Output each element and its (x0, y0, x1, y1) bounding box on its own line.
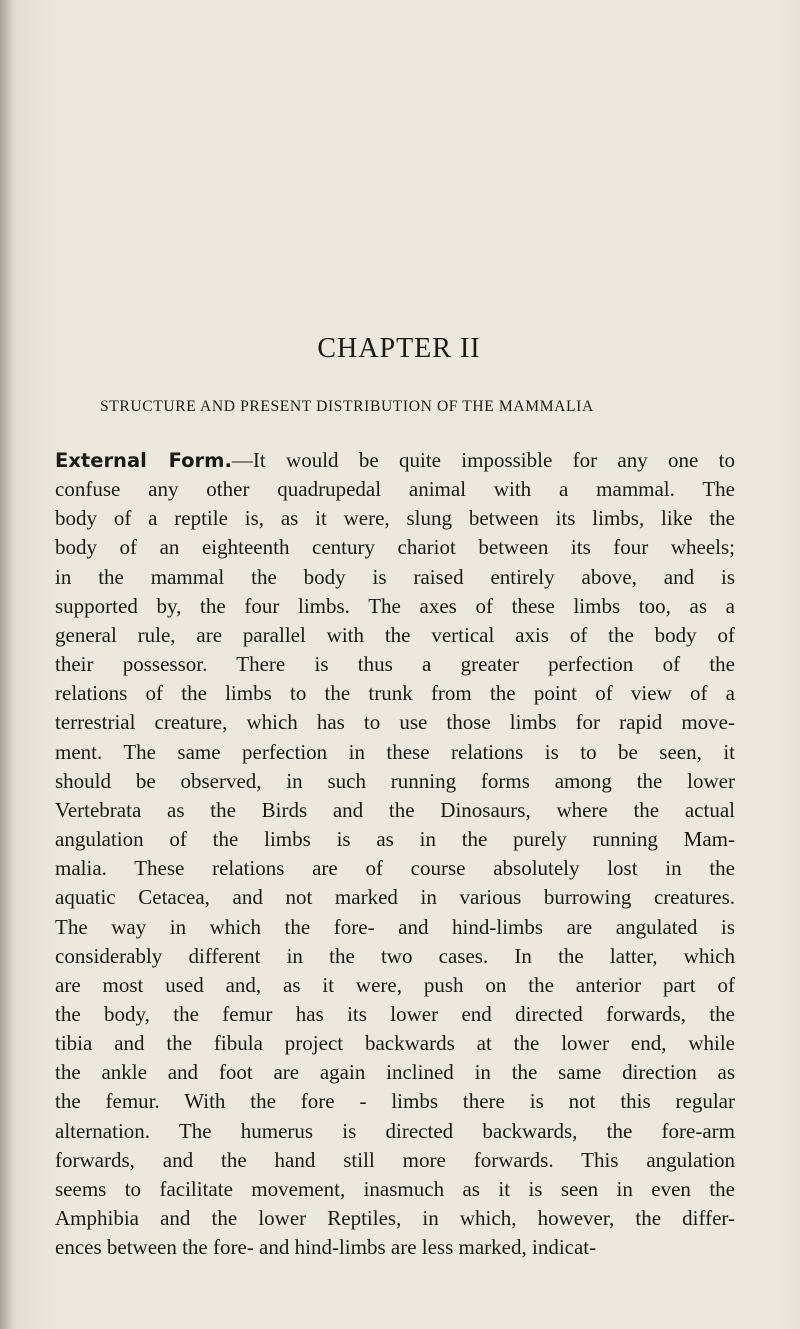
run-in-heading: External Form. (55, 449, 232, 472)
text-line: tibia and the fibula project backwards at the lower end, while (55, 1031, 735, 1056)
text-line: ment. The same perfection in these relations is to be seen, it (55, 739, 735, 764)
text-line: seems to facilitate movement, inasmuch as it is seen in even the (55, 1176, 735, 1201)
text-line: angulation of the limbs is as in the purely running Mam- (55, 827, 735, 852)
text-line: the femur. With the fore - limbs there is not this regular (55, 1089, 735, 1114)
text-line: alternation. The humerus is directed backwards, the fore-arm (55, 1118, 735, 1143)
text-line: Amphibia and the lower Reptiles, in which, however, the differ- (55, 1206, 735, 1231)
text-line: Vertebrata as the Birds and the Dinosaurs, where the actual (55, 797, 735, 822)
text-line: malia. These relations are of course absolutely lost in the (55, 856, 735, 881)
text-line: should be observed, in such running forms among the lower (55, 768, 735, 793)
text-line: are most used and, as it were, push on the anterior part of (55, 972, 735, 997)
text-line: the ankle and foot are again inclined in the same direction as (55, 1060, 735, 1085)
text-line: forwards, and the hand still more forwards. This angulation (55, 1147, 735, 1172)
text-line: ences between the fore- and hind-limbs are less marked, indicat- (55, 1235, 597, 1260)
text-line: in the mammal the body is raised entirely above, and is (55, 564, 735, 589)
text-line: their possessor. There is thus a greater perfection of the (55, 652, 735, 677)
line-text: —It would be quite impossible for any one to (231, 448, 735, 472)
text-line (55, 446, 735, 475)
text-line: body of an eighteenth century chariot between its four wheels; (55, 535, 735, 560)
text-line: body of a reptile is, as it were, slung between its limbs, like the (55, 506, 735, 531)
text-line: relations of the limbs to the trunk from the point of view of a (55, 681, 735, 706)
text-line: The way in which the fore- and hind-limbs are angulated is (55, 914, 735, 939)
text-line: confuse any other quadrupedal animal with a mammal. The (55, 477, 735, 502)
chapter-subtitle: STRUCTURE AND PRESENT DISTRIBUTION OF THE MAMMALIA (100, 398, 594, 415)
text-line: aquatic Cetacea, and not marked in various burrowing creatures. (55, 885, 735, 910)
text-line: general rule, are parallel with the vertical axis of the body of (55, 622, 735, 647)
page-gutter-shadow (0, 0, 14, 1329)
text-line: considerably different in the two cases. In the latter, which (55, 943, 735, 968)
text-line: the body, the femur has its lower end directed forwards, the (55, 1001, 735, 1026)
chapter-title (0, 333, 800, 365)
body-paragraph (55, 446, 735, 1262)
text-line: supported by, the four limbs. The axes of these limbs too, as a (55, 593, 735, 618)
text-line: terrestrial creature, which has to use those limbs for rapid move- (55, 710, 735, 735)
chapter-title-text: CHAPTER II (317, 333, 481, 364)
